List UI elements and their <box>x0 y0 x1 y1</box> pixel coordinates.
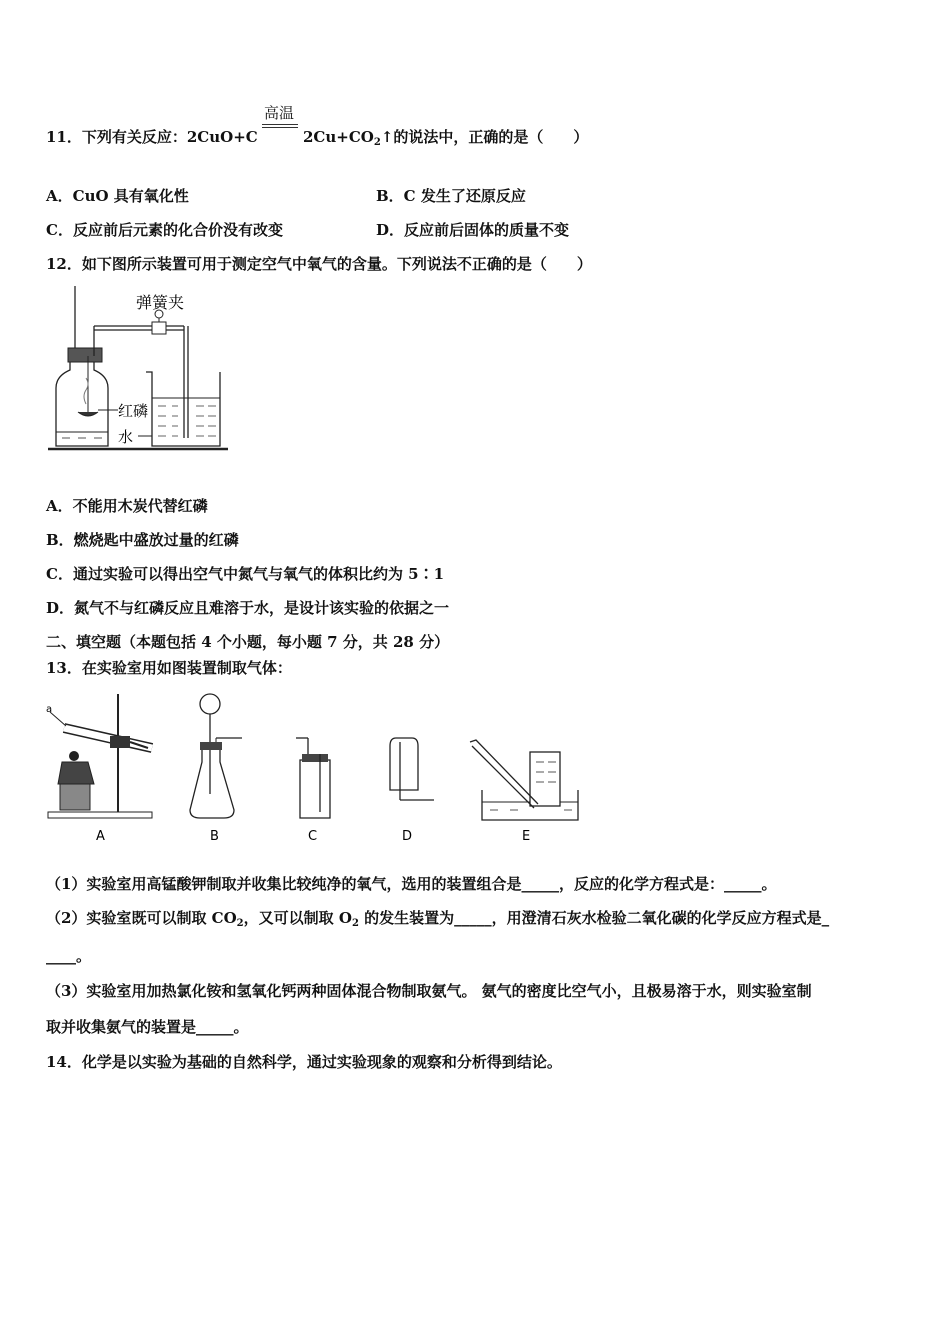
label-D: D <box>402 829 413 844</box>
q11-option-b[interactable]: B．C 发生了还原反应 <box>376 187 526 205</box>
q11-option-c[interactable]: C．反应前后元素的化合价没有改变 <box>46 221 283 239</box>
label-C: C <box>308 829 318 844</box>
q11-stem-suffix <box>303 127 588 153</box>
reaction-condition: 高温 <box>264 104 295 122</box>
q13-part3: （3）实验室用加热氯化铵和氢氧化钙两种固体混合物制取氨气。 氨气的密度比空气小，且极易溶于水，则实验室制 <box>46 982 812 1000</box>
q11-stem-prefix: 11．下列有关反应：2CuO+C <box>46 128 258 146</box>
q13-part2 <box>46 908 829 934</box>
apparatus-e <box>470 740 578 820</box>
gas-apparatus-figure <box>44 690 584 848</box>
label-red-phosphorus: 红磷 <box>118 402 149 420</box>
label-A: A <box>96 829 105 844</box>
q13-part3-continued: 取并收集氨气的装置是_____。 <box>46 1018 249 1036</box>
q11-product: 2Cu+CO <box>303 128 374 146</box>
q13-part2-b: ，又可以制取 O <box>243 909 352 927</box>
q12-option-b[interactable]: B．燃烧匙中盛放过量的红磷 <box>46 531 239 549</box>
q11-tail: ↑的说法中，正确的是（ ） <box>380 128 589 146</box>
section-title: 二、填空题（本题包括 4 个小题，每小题 7 分，共 28 分） <box>46 633 450 651</box>
q11-option-d[interactable]: D．反应前后固体的质量不变 <box>376 221 570 239</box>
apparatus-d <box>390 738 434 800</box>
label-spring-clip: 弹簧夹 <box>136 293 185 312</box>
apparatus-c <box>296 738 330 818</box>
q13-part2-c: 的发生装置为_____，用澄清石灰水检验二氧化碳的化学反应方程式是_ <box>358 909 830 927</box>
reaction-arrow-2 <box>262 127 298 128</box>
label-E: E <box>522 829 531 844</box>
q14-stem: 14．化学是以实验为基础的自然科学，通过实验现象的观察和分析得到结论。 <box>46 1053 562 1071</box>
label-water: 水 <box>118 428 134 446</box>
q13-part2-sub2: 2 <box>351 918 359 929</box>
q12-option-d[interactable]: D．氮气不与红磷反应且难溶于水，是设计该实验的依据之一 <box>46 599 450 617</box>
q11-option-a[interactable]: A．CuO 具有氧化性 <box>46 187 189 205</box>
q13-stem: 13．在实验室用如图装置制取气体： <box>46 659 292 677</box>
q12-stem: 12．如下图所示装置可用于测定空气中氧气的含量。下列说法不正确的是（ ） <box>46 255 592 273</box>
label-B: B <box>210 829 219 844</box>
apparatus-b <box>190 694 242 818</box>
q13-part2-a: （2）实验室既可以制取 CO <box>46 909 237 927</box>
q12-option-c[interactable]: C．通过实验可以得出空气中氮气与氧气的体积比约为 5∶1 <box>46 565 445 583</box>
q12-option-a[interactable]: A．不能用木炭代替红磷 <box>46 497 208 515</box>
q13-part2-sub1: 2 <box>236 918 244 929</box>
apparatus-a <box>46 694 152 818</box>
q13-part1: （1）实验室用高锰酸钾制取并收集比较纯净的氧气，选用的装置组合是_____，反应的化学方程式是：_____。 <box>46 875 777 893</box>
oxygen-measurement-apparatus <box>48 286 238 456</box>
label-a-small: a <box>46 704 53 715</box>
reaction-arrow <box>262 124 298 125</box>
q13-part2-continued: ____。 <box>46 947 92 965</box>
q11-subscript: 2 <box>373 137 381 148</box>
